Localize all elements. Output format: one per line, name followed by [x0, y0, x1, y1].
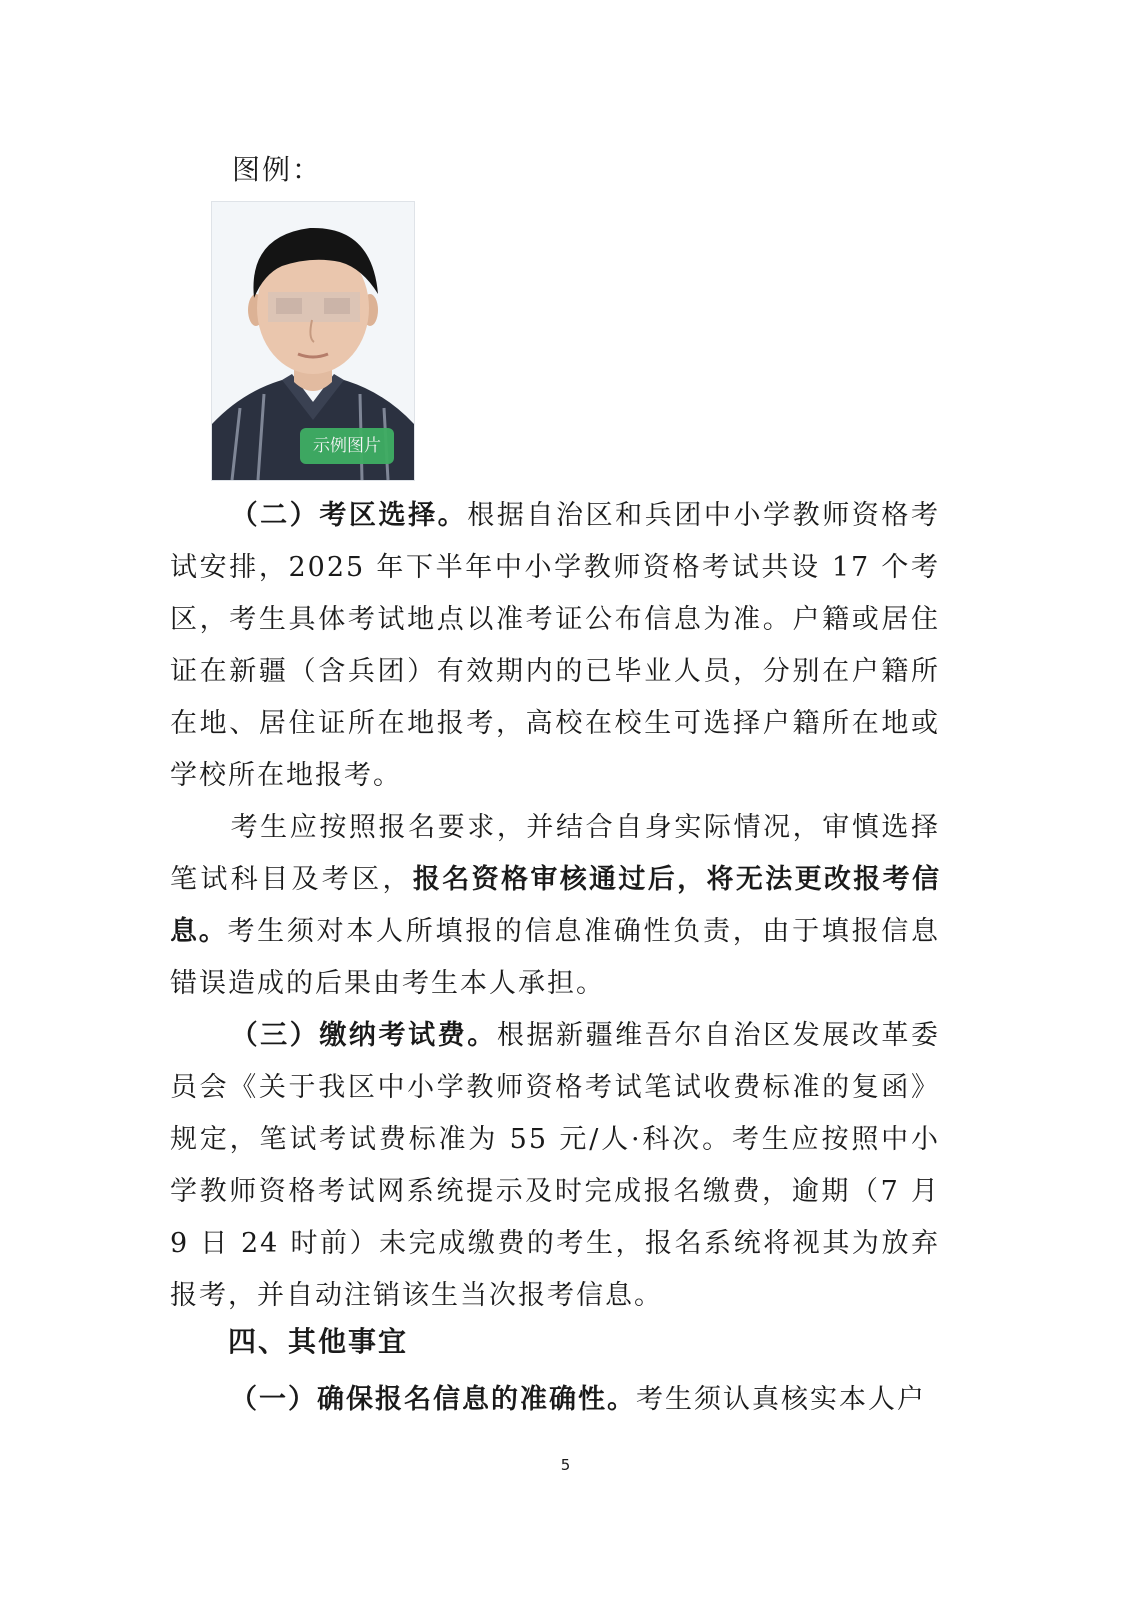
section-4-1-heading: （一）确保报名信息的准确性。	[230, 1384, 636, 1415]
section-2-body: 根据自治区和兵团中小学教师资格考试安排，2025 年下半年中小学教师资格考试共设 17 个考区，考生具体考试地点以准考证公布信息为准。户籍或居住证在新疆（含兵团）有效期内的已毕业人员，分别在户籍所在地、居住证所在地报考，高校在校生可选择户籍所在地或学校所在地报考。	[170, 500, 940, 791]
section-2-note-bold: 报名资格审核通过后，将无法更改报考信息。	[170, 864, 941, 947]
section-3-heading: （三）缴纳考试费。	[230, 1020, 497, 1051]
section-2-paragraph	[170, 490, 940, 802]
legend-label: 图例：	[232, 153, 323, 186]
section-2-note-after: 考生须对本人所填报的信息准确性负责，由于填报信息错误造成的后果由考生本人承担。	[170, 916, 941, 999]
section-3-body: 根据新疆维吾尔自治区发展改革委员会《关于我区中小学教师资格考试笔试收费标准的复函》规定，笔试考试费标准为 55 元/人·科次。考生应按照中小学教师资格考试网系统提示及时完成报名缴费，逾期（7 月 9 日 24 时前）未完成缴费的考生，报名系统将视其为放弃报考，并自动注销该生当次报考信息。	[170, 1020, 941, 1311]
section-4-1-body: 考生须认真核实本人户	[636, 1384, 926, 1415]
section-4-heading: 四、其他事宜	[228, 1325, 409, 1358]
sample-id-photo	[211, 201, 415, 481]
section-2-heading: （二）考区选择。	[230, 500, 468, 531]
section-3-paragraph	[170, 1010, 940, 1322]
section-4-1-paragraph	[170, 1374, 940, 1426]
sample-image-badge: 示例图片	[300, 428, 394, 464]
section-2-note-paragraph	[170, 802, 940, 1010]
section-2-note-before: 考生应按照报名要求，并结合自身实际情况，审慎选择笔试科目及考区，	[170, 812, 940, 895]
page-number: 5	[560, 1456, 571, 1474]
